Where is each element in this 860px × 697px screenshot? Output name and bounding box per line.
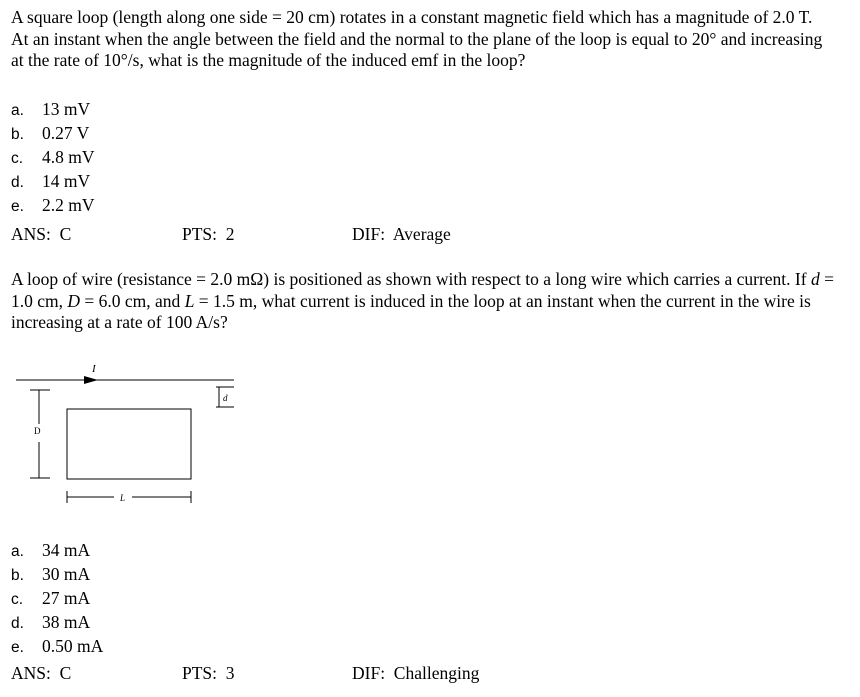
option-a[interactable]: [11, 98, 95, 122]
option-text: 30 mA: [42, 564, 91, 584]
current-arrow-icon: [84, 376, 98, 384]
option-text: 34 mA: [42, 540, 91, 560]
points-label: PTS: 3: [182, 663, 235, 683]
variable-d: d: [810, 269, 820, 289]
question-2-options: [11, 539, 103, 659]
option-e[interactable]: [11, 194, 95, 218]
option-a[interactable]: [11, 539, 103, 563]
option-letter: d.: [11, 615, 24, 632]
option-letter: d.: [11, 174, 24, 191]
option-text: 0.50 mA: [42, 636, 104, 656]
option-d[interactable]: [11, 170, 95, 194]
option-text: 13 mV: [42, 99, 91, 119]
option-b[interactable]: [11, 563, 103, 587]
option-text: 2.2 mV: [42, 195, 95, 215]
option-text: 14 mV: [42, 171, 91, 191]
option-letter: b.: [11, 567, 24, 584]
difficulty-label: DIF: Challenging: [352, 663, 480, 683]
option-text: 4.8 mV: [42, 147, 95, 167]
option-text: 38 mA: [42, 612, 91, 632]
wire-loop: [67, 409, 191, 479]
D-label: D: [34, 426, 41, 436]
loop-wire-figure: [12, 352, 252, 522]
option-letter: c.: [11, 150, 24, 167]
question-1-options: [11, 98, 95, 218]
option-letter: a.: [11, 543, 24, 560]
variable-D: D: [67, 290, 81, 311]
option-letter: e.: [11, 198, 24, 215]
current-label: I: [92, 363, 96, 375]
question-2-text-part: = 6.0 cm, and: [80, 290, 185, 311]
question-2-meta: [11, 663, 851, 685]
question-2-text: [11, 269, 841, 334]
option-e[interactable]: [11, 635, 103, 659]
option-letter: b.: [11, 126, 24, 143]
option-b[interactable]: [11, 122, 95, 146]
question-2-text-part: = 1.5 m, what current is induced in the loop at an instant when the current in the wire is increasing at a rate of 100 A/s?: [11, 290, 811, 332]
option-text: 27 mA: [42, 588, 91, 608]
option-c[interactable]: [11, 146, 95, 170]
difficulty-label: DIF: Average: [352, 224, 451, 244]
answer-label: ANS: C: [11, 663, 72, 683]
option-letter: a.: [11, 102, 24, 119]
question-1-meta: [11, 224, 851, 246]
question-2-text-part: = 1.0 cm,: [11, 269, 834, 311]
L-label: L: [120, 493, 126, 503]
points-label: PTS: 2: [182, 224, 235, 244]
question-1-text: A square loop (length along one side = 20 cm) rotates in a constant magnetic field which has a magnitude of 2.0 T. At an instant when the angle between the field and the normal to the plane of the loop is equal to 20° and increasing at the rate of 10°/s, what is the magnitude of the induced emf in the loop?: [11, 7, 823, 70]
option-text: 0.27 V: [42, 123, 90, 143]
d-label: d: [223, 393, 228, 403]
question-2-text-part: A loop of wire (resistance = 2.0 mΩ) is positioned as shown with respect to a long wire which carries a current. If: [11, 269, 811, 289]
variable-L: L: [184, 290, 195, 311]
option-letter: e.: [11, 639, 24, 656]
option-d[interactable]: [11, 611, 103, 635]
option-letter: c.: [11, 591, 24, 608]
option-c[interactable]: [11, 587, 103, 611]
answer-label: ANS: C: [11, 224, 72, 244]
